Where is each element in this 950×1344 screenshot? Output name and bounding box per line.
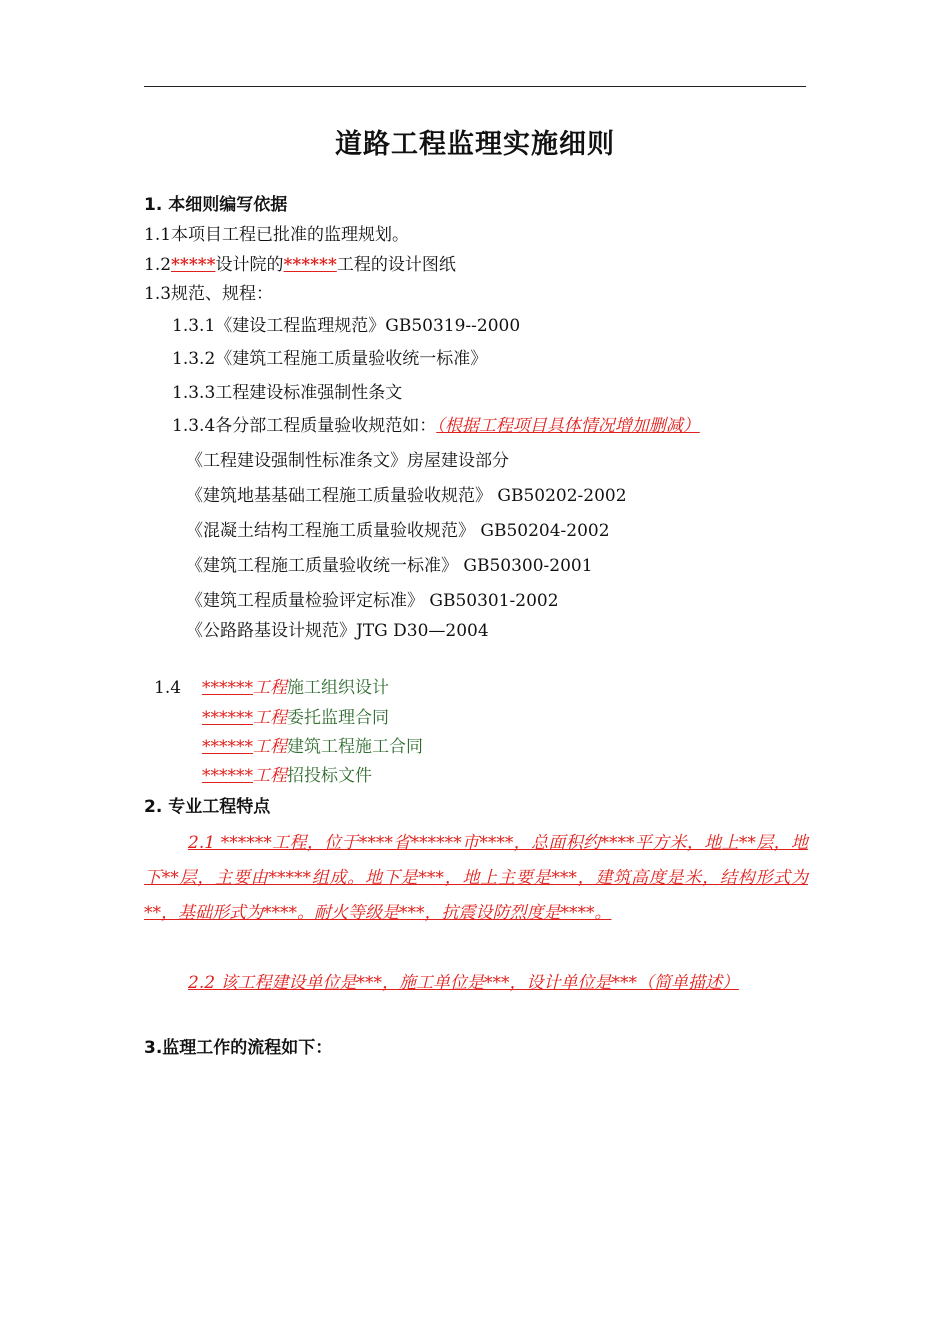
section-1-heading: 1. 本细则编写依据 bbox=[144, 195, 288, 215]
entry-text: 招投标文件 bbox=[287, 766, 372, 786]
entry-project: 工程 bbox=[253, 737, 287, 757]
section-2-heading: 2. 专业工程特点 bbox=[144, 797, 271, 817]
section-2-paragraph-2: 2.2 该工程建设单位是***，施工单位是***，设计单位是***（简单描述） bbox=[188, 973, 739, 993]
item-1-3-4 bbox=[172, 415, 700, 437]
item-1-2-stars-a: ***** bbox=[171, 255, 216, 275]
standard-item: 《建筑工程施工质量验收统一标准》 GB50300-2001 bbox=[186, 556, 593, 576]
entry-stars: ****** bbox=[202, 766, 253, 786]
section-2-paragraph-1: 2.1 ******工程，位于****省******市****，总面积约****平方米，地上**层，地下**层，主要由*****组成。地下是***，地上主要是***，建筑高度是米，结构形式为**，基础形式为****。耐火等级是***，抗震设防烈度是****。 bbox=[144, 833, 808, 923]
item-1-4-entry bbox=[202, 736, 423, 758]
document-title: 道路工程监理实施细则 bbox=[335, 129, 615, 160]
item-1-2-prefix: 1.2 bbox=[144, 255, 172, 275]
item-1-2-stars-b: ****** bbox=[283, 255, 337, 275]
entry-project: 工程 bbox=[253, 766, 287, 786]
entry-stars: ****** bbox=[202, 678, 253, 698]
header-rule bbox=[144, 86, 806, 87]
entry-text: 施工组织设计 bbox=[287, 678, 389, 698]
entry-text: 委托监理合同 bbox=[287, 708, 389, 728]
standard-item: 《建筑地基基础工程施工质量验收规范》 GB50202-2002 bbox=[186, 486, 627, 506]
item-1-2 bbox=[144, 254, 456, 276]
item-1-2-mid: 设计院的 bbox=[215, 255, 284, 275]
entry-project: 工程 bbox=[253, 708, 287, 728]
standard-item: 《工程建设强制性标准条文》房屋建设部分 bbox=[186, 451, 509, 471]
item-1-3-2: 1.3.2《建筑工程施工质量验收统一标准》 bbox=[172, 349, 488, 369]
item-1-3-1: 1.3.1《建设工程监理规范》GB50319--2000 bbox=[172, 316, 521, 336]
item-1-2-suffix: 工程的设计图纸 bbox=[336, 255, 456, 275]
item-1-4-number: 1.4 bbox=[154, 678, 182, 698]
standard-item: 《混凝土结构工程施工质量验收规范》 GB50204-2002 bbox=[186, 521, 610, 541]
entry-stars: ****** bbox=[202, 737, 253, 757]
item-1-3-3: 1.3.3工程建设标准强制性条文 bbox=[172, 383, 403, 403]
item-1-3: 1.3规范、规程： bbox=[144, 284, 274, 304]
section-3-heading: 3.监理工作的流程如下： bbox=[144, 1038, 333, 1058]
item-1-4-entry bbox=[202, 677, 389, 699]
standard-item: 《建筑工程质量检验评定标准》 GB50301-2002 bbox=[186, 591, 559, 611]
item-1-3-4-note: （根据工程项目具体情况增加删减） bbox=[436, 416, 700, 436]
standard-item: 《公路路基设计规范》JTG D30—2004 bbox=[186, 621, 489, 641]
item-1-1: 1.1本项目工程已批准的监理规划。 bbox=[144, 225, 410, 245]
entry-stars: ****** bbox=[202, 708, 253, 728]
item-1-4-entry bbox=[202, 707, 389, 729]
item-1-3-4-text: 1.3.4各分部工程质量验收规范如： bbox=[172, 416, 437, 436]
entry-project: 工程 bbox=[253, 678, 287, 698]
entry-text: 建筑工程施工合同 bbox=[287, 737, 423, 757]
item-1-4-entry bbox=[202, 765, 372, 787]
